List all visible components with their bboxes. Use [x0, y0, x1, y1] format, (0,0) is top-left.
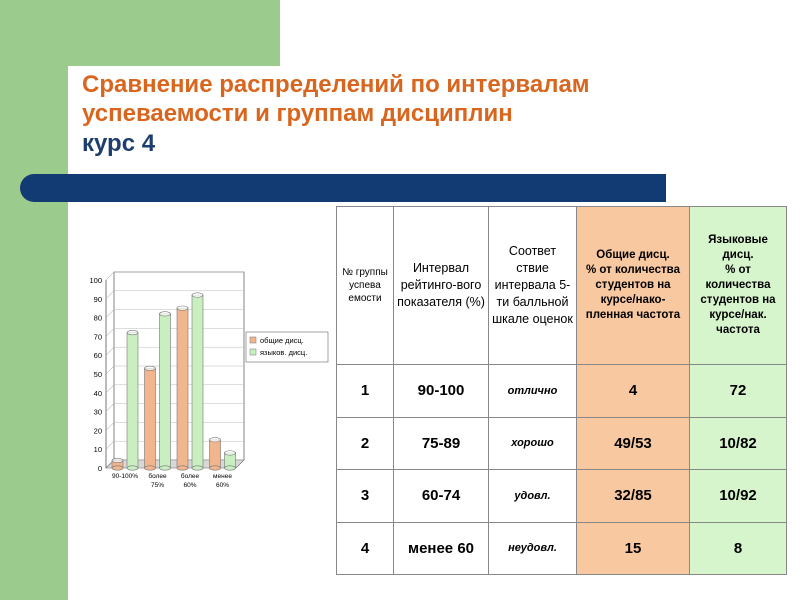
title-line-2: успеваемости и группам дисциплин [82, 100, 513, 127]
table-row [337, 417, 787, 470]
cell-language: 10/82 [690, 417, 787, 470]
y-tick-label: 90 [93, 294, 102, 304]
bar-chart [86, 268, 342, 498]
legend-swatch [250, 337, 256, 343]
bar [145, 368, 156, 468]
decor-bar [34, 174, 666, 202]
cell-num: 3 [337, 470, 394, 523]
table-row [337, 522, 787, 575]
bar [177, 308, 188, 468]
cell-general: 4 [577, 365, 690, 418]
gridline-depth [106, 385, 114, 393]
bar-base [127, 466, 138, 470]
bar-base [112, 466, 123, 470]
legend-label: языков. дисц. [260, 348, 308, 357]
gridline-depth [106, 272, 114, 280]
bar-top [225, 451, 236, 455]
cell-interval: менее 60 [394, 522, 489, 575]
x-tick-label: менее [213, 473, 232, 480]
x-tick-label: 90-100% [111, 473, 139, 480]
data-table [336, 206, 787, 575]
header-general-title: Общие дисц. [596, 249, 670, 261]
cell-grade: удовл. [489, 470, 577, 523]
cell-general: 15 [577, 522, 690, 575]
bar-top [112, 458, 123, 462]
cell-language: 10/92 [690, 470, 787, 523]
bar-top [127, 330, 138, 334]
header-language [690, 207, 787, 365]
bar-base [177, 466, 188, 470]
cell-grade: хорошо [489, 417, 577, 470]
cell-language: 8 [690, 522, 787, 575]
cell-num: 2 [337, 417, 394, 470]
header-general [577, 207, 690, 365]
y-tick-label: 30 [93, 407, 102, 417]
bar [210, 440, 221, 468]
cell-interval: 60-74 [394, 470, 489, 523]
legend-swatch [250, 349, 256, 355]
y-tick-label: 100 [89, 276, 102, 285]
x-tick-label: 75% [150, 482, 165, 489]
y-tick-label: 40 [93, 388, 102, 398]
cell-general: 49/53 [577, 417, 690, 470]
y-tick-label: 60 [93, 351, 102, 361]
header-language-title: Языковые дисц. [708, 234, 768, 261]
cell-general: 32/85 [577, 470, 690, 523]
cell-interval: 75-89 [394, 417, 489, 470]
bar-base [160, 466, 171, 470]
title-line-1: Сравнение распределений по интервалам [82, 71, 590, 98]
bar [160, 314, 171, 468]
gridline-depth [106, 404, 114, 412]
bar-top [145, 366, 156, 370]
cell-interval: 90-100 [394, 365, 489, 418]
header-num: № группы успева емости [337, 207, 394, 365]
cell-grade: неудовл. [489, 522, 577, 575]
header-general-sub: % от количества студентов на курсе/нако-пленная частота [585, 264, 681, 321]
table-header-row [337, 207, 787, 365]
gridline-depth [106, 310, 114, 318]
table-row [337, 365, 787, 418]
slide-subtitle: курс 4 [82, 130, 156, 157]
y-tick-label: 50 [93, 370, 102, 379]
bar [127, 333, 138, 468]
cell-language: 72 [690, 365, 787, 418]
bar-base [145, 466, 156, 470]
gridline-depth [106, 291, 114, 299]
header-language-sub: % от количества студентов на курсе/нак. частота [700, 264, 776, 336]
bar-top [160, 312, 171, 316]
bar-top [210, 438, 221, 442]
y-tick-label: 10 [93, 445, 102, 455]
bar [192, 295, 203, 468]
background-green-left [0, 0, 68, 600]
bar-top [192, 293, 203, 297]
chart-back-wall [106, 272, 244, 468]
cell-grade: отлично [489, 365, 577, 418]
cell-num: 1 [337, 365, 394, 418]
bar-top [177, 306, 188, 310]
gridline-depth [106, 366, 114, 374]
y-tick-label: 0 [97, 464, 102, 473]
gridline-depth [106, 347, 114, 355]
gridline-depth [106, 328, 114, 336]
y-tick-label: 20 [93, 426, 102, 436]
header-interval: Интервал рейтинго-вого показателя (%) [394, 207, 489, 365]
y-tick-label: 80 [93, 313, 102, 323]
cell-num: 4 [337, 522, 394, 575]
legend-label: общие дисц. [260, 336, 304, 345]
x-tick-label: более [180, 473, 200, 480]
gridline-depth [106, 441, 114, 449]
bar-base [192, 466, 203, 470]
x-tick-label: 60% [215, 482, 230, 489]
table-row [337, 470, 787, 523]
background-green-top [0, 0, 280, 66]
y-tick-label: 70 [93, 332, 102, 342]
header-grade: Соответ ствие интервала 5-ти балльной шкале оценок [489, 207, 577, 365]
x-tick-label: 60% [183, 482, 197, 489]
x-tick-label: более [148, 473, 167, 480]
bar-base [210, 466, 221, 470]
slide-title [82, 70, 590, 128]
chart-floor [106, 460, 244, 468]
gridline-depth [106, 422, 114, 430]
bar-base [225, 466, 236, 470]
